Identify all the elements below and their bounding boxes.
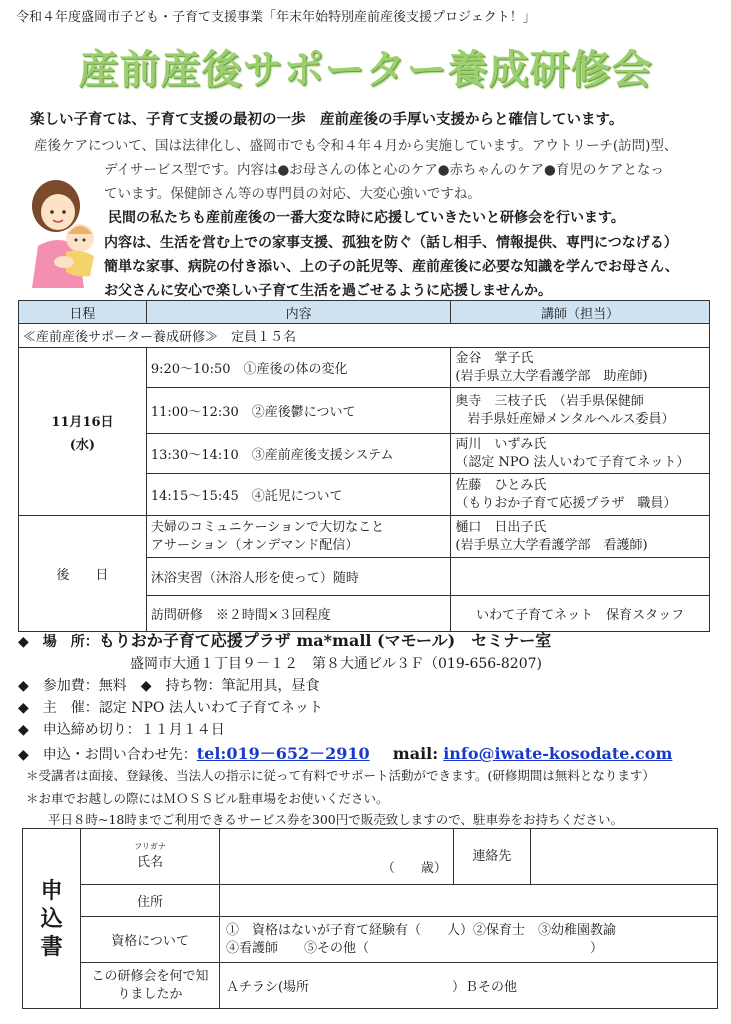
mail-label: mail:	[392, 744, 439, 763]
note-parking: ＊お車でお越しの際にはＭＯＳＳビル駐車場をお使いください。	[26, 791, 389, 806]
lecturer-name: 両川 いずみ氏	[455, 436, 547, 452]
contact-label: ◆ 申込・お問い合わせ先：	[18, 747, 197, 763]
day1-date: 11月16日	[51, 414, 114, 430]
contact-label: 連絡先	[453, 829, 530, 885]
host: ◆ 主 催：認定 NPO 法人いわて子育てネット	[18, 700, 323, 716]
intro-paragraph-2-line-4: お父さんに安心で楽しい子育て生活を過ごせるように応援しませんか。	[104, 283, 552, 299]
phone-link[interactable]: tel:019－652－2910	[196, 744, 370, 763]
age-suffix: （ 歳）	[381, 861, 447, 876]
intro-paragraph-2-line-3: 簡単な家事、病院の付き添い、上の子の託児等、産前産後に必要な知識を学んでお母さん、	[104, 259, 679, 275]
lecturer-affiliation: （もりおか子育て応援プラザ 職員）	[455, 495, 677, 511]
day1-weekday: (水)	[69, 437, 96, 453]
intro-paragraph-1-line-1: 産後ケアについて、国は法律化し、盛岡市でも令和４年４月から実施しています。アウトリーチ(訪問)型、	[34, 138, 678, 154]
day1-date-cell	[19, 348, 147, 516]
lecturer-affiliation: 岩手県妊産婦メンタルヘルス委員）	[467, 411, 675, 427]
form-side-text: 申込書	[40, 877, 63, 960]
intro-paragraph-1-line-2: デイサービス型です。内容は●お母さんの体と心のケア●赤ちゃんのケア●育児のケアとなっ	[104, 162, 664, 178]
venue-name: もりおか子育て応援プラザ ma*mall (マモール) セミナー室	[98, 631, 552, 650]
intro-paragraph-1-line-3: ています。保健師さん等の専門員の対応、大変心強いですね。	[104, 186, 481, 202]
intro-paragraph-2-line-2: 内容は、生活を営む上での家事支援、孤独を防ぐ（話し相手、情報提供、専門につなげる）	[104, 235, 678, 251]
later-date-cell: 後 日	[19, 516, 147, 632]
venue-label: ◆ 場 所：	[18, 634, 99, 650]
form-side-label	[23, 829, 81, 1009]
lecturer-name: 樋口 日出子氏	[455, 519, 547, 535]
later-session-content: 訪問研修 ※２時間×３回程度	[146, 596, 451, 632]
deadline: ◆ 申込締め切り：１１月１４日	[18, 722, 225, 738]
lecturer-name: 金谷 掌子氏	[455, 350, 534, 366]
contact-line	[18, 741, 672, 764]
session-lecturer	[451, 388, 710, 434]
source-label	[81, 963, 220, 1009]
later-session-lecturer	[451, 558, 710, 596]
source-label-line-2: りましたか	[117, 986, 183, 1002]
header-date: 日程	[19, 301, 147, 324]
lecturer-affiliation: (岩手県立大学看護学部 看護師)	[455, 537, 648, 553]
session-content: 13:30～14:10 ③産前産後支援システム	[146, 434, 451, 474]
contact-field[interactable]	[530, 829, 717, 885]
venue-line	[18, 628, 551, 651]
note-parking-ticket: 平日８時~18時までご利用できるサービス券を300円で販売致しますので、駐車券をお持ちください。	[48, 812, 623, 827]
name-label: 氏名	[137, 855, 164, 870]
intro-lead: 楽しい子育ては、子育て支援の最初の一歩 産前産後の手厚い支援からと確信しています。	[30, 111, 624, 128]
session-content: 9:20～10:50 ①産後の体の変化	[146, 348, 451, 388]
intro-paragraph-2-line-1: 民間の私たちも産前産後の一番大変な時に応援していきたいと研修会を行います。	[108, 210, 625, 226]
header-content: 内容	[146, 301, 451, 324]
later-session-content	[146, 516, 451, 558]
qualification-line-1: ① 資格はないが子育て経験有（ 人）②保育士 ③幼稚園教諭	[225, 922, 616, 938]
venue-address: 盛岡市大通１丁目９－１２ 第８大通ビル３Ｆ（019-656-8207)	[130, 656, 542, 672]
schedule-table	[18, 300, 710, 632]
lecturer-name: 佐藤 ひとみ氏	[455, 477, 547, 493]
course-row: ≪産前産後サポーター養成研修≫ 定員１５名	[19, 324, 710, 348]
session-lecturer	[451, 348, 710, 388]
lecturer-affiliation: (岩手県立大学看護学部 助産師)	[455, 368, 648, 384]
name-field[interactable]	[219, 829, 453, 885]
session-content: 14:15～15:45 ④託児について	[146, 474, 451, 516]
content-line: アサーション（オンデマンド配信）	[150, 537, 359, 553]
qualification-line-2: ④看護師 ⑤その他（ ）	[225, 940, 603, 956]
program-header: 令和４年度盛岡市子ども・子育て支援事業「年末年始特別産前産後支援プロジェクト！」	[16, 10, 536, 25]
later-session-lecturer: いわて子育てネット 保育スタッフ	[451, 596, 710, 632]
name-label-cell	[81, 829, 220, 885]
session-lecturer	[451, 474, 710, 516]
session-lecturer	[451, 434, 710, 474]
qualification-options[interactable]	[219, 917, 717, 963]
name-furigana: フリガナ	[134, 842, 166, 851]
address-label: 住所	[81, 885, 220, 917]
qualification-label: 資格について	[81, 917, 220, 963]
mother-and-baby-illustration	[20, 172, 106, 288]
address-field[interactable]	[219, 885, 717, 917]
header-lecturer: 講師（担当）	[451, 301, 710, 324]
later-session-content: 沐浴実習（沐浴人形を使って）随時	[146, 558, 451, 596]
content-line: 夫婦のコミュニケーションで大切なこと	[150, 519, 385, 535]
fee-and-items: ◆ 参加費：無料 ◆ 持ち物：筆記用具，昼食	[18, 678, 320, 694]
source-label-line-1: この研修会を何で知	[91, 968, 209, 984]
application-form	[22, 828, 718, 1009]
email-link[interactable]: info@iwate-kosodate.com	[443, 744, 673, 763]
lecturer-name: 奥寺 三枝子氏 （岩手県保健師	[455, 393, 644, 409]
note-registration: ＊受講者は面接、登録後、当法人の指示に従って有料でサポート活動ができます。(研修期間は無料となります）	[26, 768, 655, 783]
session-content: 11:00～12:30 ②産後鬱について	[146, 388, 451, 434]
lecturer-affiliation: （認定 NPO 法人いわて子育てネット）	[455, 454, 690, 470]
later-session-lecturer	[451, 516, 710, 558]
source-options[interactable]: Ａチラシ(場所 ）Ｂその他	[219, 963, 717, 1009]
page-title: 産前産後サポーター養成研修会	[78, 47, 653, 93]
